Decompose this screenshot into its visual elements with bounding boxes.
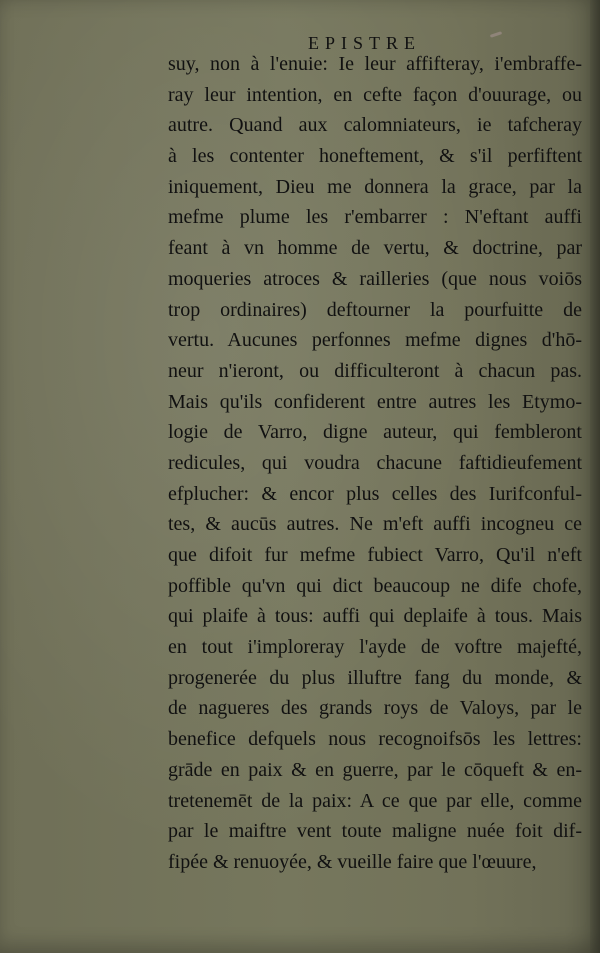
text-line: efplucher: & encor plus celles des Iurifconful-: [168, 482, 582, 505]
text-line: fipée & renuoyée, & vueille faire que l'œuure,: [168, 850, 537, 873]
running-header: EPISTRE: [308, 33, 422, 53]
text-line: tretenemēt de la paix: A ce que par elle, comme: [168, 789, 582, 812]
text-line: mefme plume les r'embarrer : N'eftant auffi: [168, 206, 582, 229]
text-line: iniquement, Dieu me donnera la grace, par la: [168, 175, 582, 198]
page-edge-shadow: [590, 0, 600, 953]
page-text: [168, 49, 582, 878]
text-line: poffible qu'vn qui dict beaucoup ne dife chofe,: [168, 574, 582, 597]
text-line: autre. Quand aux calomniateurs, ie tafcheray: [168, 114, 582, 137]
page-mark: [490, 31, 502, 38]
text-line: en tout i'imploreray l'ayde de voftre majefté,: [168, 636, 582, 659]
text-line: tes, & aucūs autres. Ne m'eft auffi incogneu ce: [168, 513, 582, 536]
text-line: redicules, qui voudra chacune faftidieufement: [168, 451, 582, 474]
text-line: qui plaife à tous: auffi qui deplaife à tous. Mais: [168, 605, 582, 628]
text-line: ray leur intention, en cefte façon d'ouurage, ou: [168, 83, 582, 106]
text-line: Mais qu'ils confiderent entre autres les Etymo-: [168, 390, 582, 413]
text-line: moqueries atroces & railleries (que nous voiōs: [168, 267, 582, 290]
text-line: grāde en paix & en guerre, par le cōqueft & en-: [168, 758, 582, 781]
text-line: que difoit fur mefme fubiect Varro, Qu'il n'eft: [168, 544, 582, 566]
text-line: logie de Varro, digne auteur, qui fembleront: [168, 421, 582, 444]
text-line: progenerée du plus illuftre fang du monde, &: [168, 666, 582, 689]
text-line: de nagueres des grands roys de Valoys, par le: [168, 697, 582, 720]
text-line: vertu. Aucunes perfonnes mefme dignes d'hō-: [168, 329, 582, 352]
text-line: par le maiftre vent toute maligne nuée foit dif-: [168, 820, 582, 843]
text-line: trop ordinaires) deftourner la pourfuitte de: [168, 298, 582, 321]
text-line: neur n'ieront, ou difficulteront à chacun pas.: [168, 359, 582, 382]
text-line: feant à vn homme de vertu, & doctrine, par: [168, 237, 582, 260]
text-line: suy, non à l'enuie: Ie leur affifteray, i'embraffe-: [168, 53, 582, 75]
text-line: à les contenter honeftement, & s'il perfiftent: [168, 145, 582, 168]
text-line: benefice defquels nous recognoifsōs les lettres:: [168, 728, 582, 751]
